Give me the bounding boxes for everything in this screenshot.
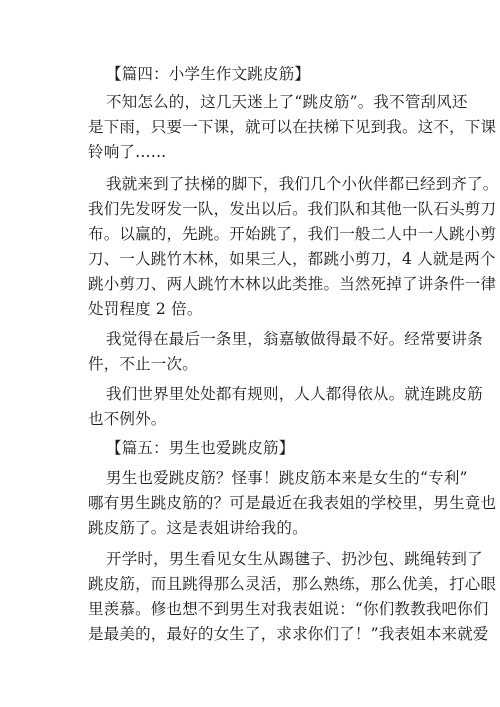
section-heading-5: 【篇五：男生也爱跳皮筋】 [106,439,295,457]
paragraph-5-line-3: 跳皮筋了。这是表姐讲给我的。 [88,519,308,537]
paragraph-2-line-4: 刀、一人跳竹木林，如果三人，都跳小剪刀，4 人就是两个 [88,250,496,268]
paragraph-6-line-2: 跳皮筋，而且跳得那么灵活，那么熟练，那么优美，打心眼 [88,575,497,593]
paragraph-2-line-5: 跳小剪刀、两人跳竹木林以此类推。当然死掉了讲条件一律 [88,275,497,293]
paragraph-5-line-1: 男生也爱跳皮筋？怪事！跳皮筋本来是女生的“专利” [106,469,468,487]
paragraph-1-line-1: 不知怎么的，这几天迷上了“跳皮筋”。我不管刮风还 [106,93,468,111]
paragraph-3-line-2: 件，不止一次。 [88,355,198,373]
paragraph-6-line-4: 是最美的，最好的女生了，求求你们了！”我表姐本来就爱 [88,625,489,643]
section-heading-4: 【篇四：小学生作文跳皮筋】 [106,65,311,83]
paragraph-1-line-3: 铃响了…… [88,143,167,161]
paragraph-4-line-1: 我们世界里处处都有规则，人人都得依从。就连跳皮筋 [106,385,483,403]
paragraph-3-line-1: 我觉得在最后一条里，翁嘉敏做得最不好。经常要讲条 [106,330,483,348]
paragraph-4-line-2: 也不例外。 [88,410,167,428]
paragraph-1-line-2: 是下雨，只要一下课，就可以在扶梯下见到我。这不，下课 [88,118,497,136]
paragraph-5-line-2: 哪有男生跳皮筋的？可是最近在我表姐的学校里，男生竟也 [88,494,497,512]
paragraph-2-line-6: 处罚程度 2 倍。 [88,300,203,318]
paragraph-2-line-3: 布。以赢的，先跳。开始跳了，我们一般二人中一人跳小剪 [88,225,497,243]
paragraph-2-line-1: 我就来到了扶梯的脚下，我们几个小伙伴都已经到齐了。 [106,175,499,193]
paragraph-2-line-2: 我们先发呀发一队，发出以后。我们队和其他一队石头剪刀 [88,200,497,218]
paragraph-6-line-1: 开学时，男生看见女生从踢毽子、扔沙包、跳绳转到了 [106,550,483,568]
paragraph-6-line-3: 里羡慕。修也想不到男生对我表姐说：“你们教教我吧你们 [88,600,489,618]
